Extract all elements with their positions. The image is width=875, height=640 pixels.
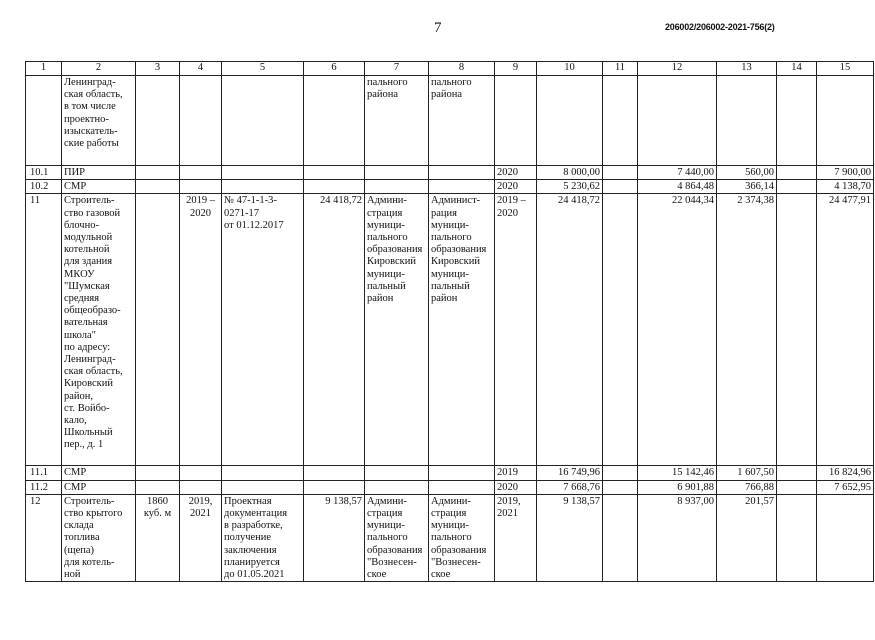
table-cell: Админи- страция муници- пального образования Кировский муници- пальный район <box>365 194 429 466</box>
table-cell <box>429 180 495 194</box>
table-cell <box>180 466 222 480</box>
table-cell: 2019 – 2020 <box>495 194 537 466</box>
column-number: 2 <box>62 62 136 76</box>
column-number: 6 <box>304 62 365 76</box>
table-cell: 2019, 2021 <box>180 494 222 581</box>
column-number: 1 <box>26 62 62 76</box>
table-cell: Админи- страция муници- пального образования "Вознесен- ское <box>365 494 429 581</box>
table-cell: ПИР <box>62 166 136 180</box>
table-cell: 560,00 <box>717 166 777 180</box>
table-cell: 24 418,72 <box>537 194 603 466</box>
table-cell <box>304 76 365 166</box>
table-cell <box>136 466 180 480</box>
column-number: 5 <box>222 62 304 76</box>
table-cell: 2 374,38 <box>717 194 777 466</box>
table-cell: 8 937,00 <box>638 494 717 581</box>
table-cell <box>222 480 304 494</box>
table-cell: 5 230,62 <box>537 180 603 194</box>
column-number: 15 <box>817 62 874 76</box>
table-cell <box>136 166 180 180</box>
column-number: 9 <box>495 62 537 76</box>
table-cell: СМР <box>62 466 136 480</box>
table-cell: 1 607,50 <box>717 466 777 480</box>
column-number: 7 <box>365 62 429 76</box>
table-cell <box>429 466 495 480</box>
table-cell: СМР <box>62 480 136 494</box>
column-number: 12 <box>638 62 717 76</box>
table-cell <box>365 180 429 194</box>
table-cell <box>222 466 304 480</box>
table-row <box>26 466 874 480</box>
table-cell <box>365 480 429 494</box>
table-cell <box>429 166 495 180</box>
table-cell: 2019 – 2020 <box>180 194 222 466</box>
column-number: 10 <box>537 62 603 76</box>
table-cell: 2019 <box>495 466 537 480</box>
table-cell: 11 <box>26 194 62 466</box>
column-number: 3 <box>136 62 180 76</box>
table-row <box>26 166 874 180</box>
table-cell: 2020 <box>495 480 537 494</box>
table-cell <box>777 166 817 180</box>
table-cell: 16 749,96 <box>537 466 603 480</box>
table-cell <box>180 166 222 180</box>
table-cell: пального района <box>365 76 429 166</box>
table-cell <box>603 166 638 180</box>
table-cell <box>603 194 638 466</box>
table-cell: Строитель- ство газовой блочно- модульной котельной для здания МКОУ "Шумская средняя общеобразо- вательная школа" по адресу: Ленинград- ская область, Кировский район, ст. Войбо- кало, Школьный пер., д. 1 <box>62 194 136 466</box>
table-cell: Админист- рация муници- пального образования Кировский муници- пальный район <box>429 194 495 466</box>
table-cell: Админи- страция муници- пального образования "Вознесен- ское <box>429 494 495 581</box>
column-number: 11 <box>603 62 638 76</box>
document-code: 206002/206002-2021-756(2) <box>665 22 775 32</box>
table-cell <box>222 180 304 194</box>
table-cell: Проектная документация в разработке, получение заключения планируется до 01.05.2021 <box>222 494 304 581</box>
table-cell: 201,57 <box>717 494 777 581</box>
table-cell <box>136 480 180 494</box>
table-cell: СМР <box>62 180 136 194</box>
table-cell <box>777 466 817 480</box>
page-number: 7 <box>434 20 442 36</box>
table-cell <box>717 76 777 166</box>
table-cell <box>136 194 180 466</box>
table-cell <box>603 480 638 494</box>
table-cell: 7 652,95 <box>817 480 874 494</box>
table-cell <box>638 76 717 166</box>
table-cell <box>537 76 603 166</box>
table-cell: 10.2 <box>26 180 62 194</box>
table-cell <box>365 466 429 480</box>
table-cell <box>180 76 222 166</box>
table-cell: 366,14 <box>717 180 777 194</box>
column-number: 13 <box>717 62 777 76</box>
table-cell <box>304 180 365 194</box>
table-row <box>26 480 874 494</box>
table-cell: 7 668,76 <box>537 480 603 494</box>
table-cell <box>777 76 817 166</box>
table-cell <box>180 480 222 494</box>
table-cell: 2019, 2021 <box>495 494 537 581</box>
table-row <box>26 494 874 581</box>
table-cell <box>180 180 222 194</box>
table-cell: 12 <box>26 494 62 581</box>
column-number: 4 <box>180 62 222 76</box>
table-cell <box>603 180 638 194</box>
column-number-row <box>26 62 874 76</box>
table-cell <box>304 466 365 480</box>
table-cell: 6 901,88 <box>638 480 717 494</box>
table-cell: 7 900,00 <box>817 166 874 180</box>
table-row <box>26 194 874 466</box>
table-cell: 1860 куб. м <box>136 494 180 581</box>
table-cell: 4 864,48 <box>638 180 717 194</box>
budget-table <box>25 61 874 582</box>
table-cell: 24 418,72 <box>304 194 365 466</box>
table-cell: 9 138,57 <box>304 494 365 581</box>
table-cell: 10.1 <box>26 166 62 180</box>
table-cell: 2020 <box>495 180 537 194</box>
table-cell: 9 138,57 <box>537 494 603 581</box>
table-cell <box>777 494 817 581</box>
table-cell <box>817 76 874 166</box>
table-cell: 22 044,34 <box>638 194 717 466</box>
table-cell: Строитель- ство крытого склада топлива (щепа) для котель- ной <box>62 494 136 581</box>
table-cell: № 47-1-1-3- 0271-17 от 01.12.2017 <box>222 194 304 466</box>
table-cell <box>26 76 62 166</box>
table-row <box>26 76 874 166</box>
table-cell: пального района <box>429 76 495 166</box>
table-cell <box>603 76 638 166</box>
table-cell: 11.2 <box>26 480 62 494</box>
table-cell <box>304 480 365 494</box>
table-cell: 15 142,46 <box>638 466 717 480</box>
table-cell <box>429 480 495 494</box>
table-cell: 8 000,00 <box>537 166 603 180</box>
column-number: 8 <box>429 62 495 76</box>
table-cell: 7 440,00 <box>638 166 717 180</box>
table-cell <box>304 166 365 180</box>
table-cell <box>777 180 817 194</box>
table-cell <box>222 166 304 180</box>
table-cell <box>136 76 180 166</box>
table-cell: 2020 <box>495 166 537 180</box>
column-number: 14 <box>777 62 817 76</box>
table-cell <box>777 194 817 466</box>
table-cell: 24 477,91 <box>817 194 874 466</box>
table-cell: Ленинград- ская область, в том числе проектно- изыскатель- ские работы <box>62 76 136 166</box>
table-cell: 16 824,96 <box>817 466 874 480</box>
table-cell <box>603 494 638 581</box>
table-cell <box>817 494 874 581</box>
table-row <box>26 180 874 194</box>
table-cell <box>136 180 180 194</box>
table-cell <box>222 76 304 166</box>
table-cell <box>495 76 537 166</box>
table-cell: 766,88 <box>717 480 777 494</box>
table-cell <box>365 166 429 180</box>
table-cell <box>603 466 638 480</box>
table-cell: 11.1 <box>26 466 62 480</box>
table-cell: 4 138,70 <box>817 180 874 194</box>
table-cell <box>777 480 817 494</box>
